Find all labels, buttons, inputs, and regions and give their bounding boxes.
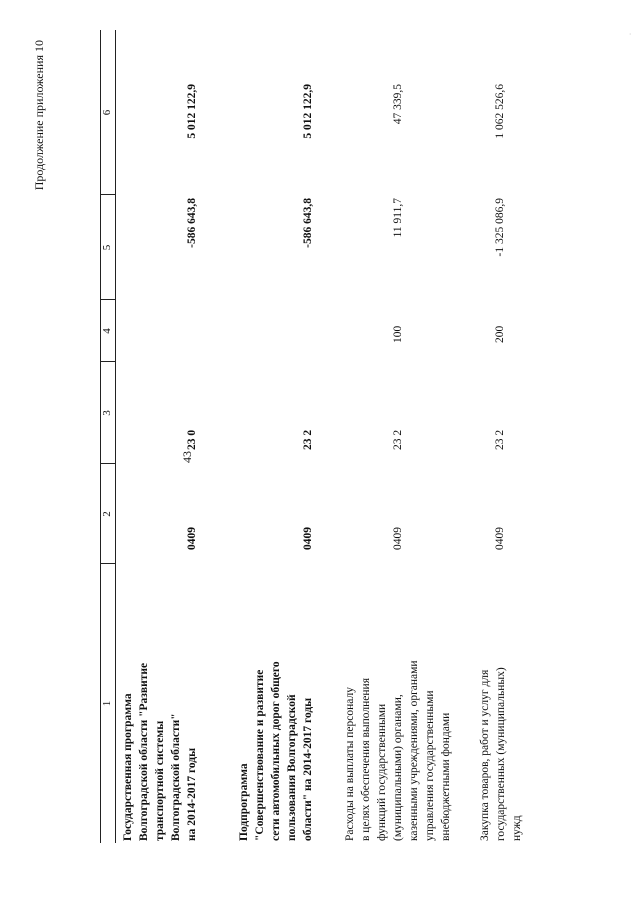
row-section-code: 0409 [186, 527, 198, 550]
column-header-1: 1 [101, 700, 113, 707]
row-program-code: 23 2 [392, 429, 404, 450]
row-description: Государственная программа Волгоградской области "Развитие транспортной системы Волгоградской области" на 2014-2017 годы [122, 662, 198, 841]
row-total-amount: 1 062 526,6 [494, 84, 506, 139]
row-program-code: 23 2 [494, 429, 506, 450]
row-change-amount: -586 643,8 [186, 198, 198, 248]
row-program-code: 23 0 [186, 429, 198, 450]
row-section-code: 0409 [494, 527, 506, 550]
column-header-2: 2 [101, 511, 113, 517]
row-total-amount: 47 339,5 [392, 84, 404, 125]
row-total-amount: 5 012 122,9 [186, 84, 198, 139]
row-change-amount: 11 911,7 [392, 198, 404, 238]
continuation-note: Продолжение приложения 10 [32, 40, 46, 191]
row-total-amount: 5 012 122,9 [302, 84, 314, 139]
row-description: Закупка товаров, работ и услуг для государственных (муниципальных) нужд [479, 667, 523, 841]
row-change-amount: -586 643,8 [302, 198, 314, 248]
row-expense-type: 200 [494, 325, 506, 343]
row-section-code: 0409 [302, 527, 314, 550]
column-header-4: 4 [101, 328, 113, 334]
row-description: Расходы на выплаты персоналу в целях обеспечения выполнения функций государственными (муниципальными) органами, казенными учреждениями, органами управления государственными внебюджетными фондами [344, 660, 452, 841]
row-section-code: 0409 [392, 527, 404, 550]
table-header-bottom-border [115, 30, 116, 843]
row-program-code: 23 2 [302, 429, 314, 450]
row-description: Подпрограмма "Совершенствование и развитие сети автомобильных дорог общего пользования Волгоградской области" на 2014-2017 годы [238, 661, 314, 841]
row-expense-type: 100 [392, 325, 404, 343]
column-header-5: 5 [101, 244, 113, 251]
column-header-6: 6 [101, 109, 113, 116]
scan-speck: · [628, 33, 634, 35]
row-change-amount: -1 325 086,9 [494, 198, 506, 257]
page-number: 43 [180, 451, 194, 463]
column-header-3: 3 [101, 410, 113, 416]
